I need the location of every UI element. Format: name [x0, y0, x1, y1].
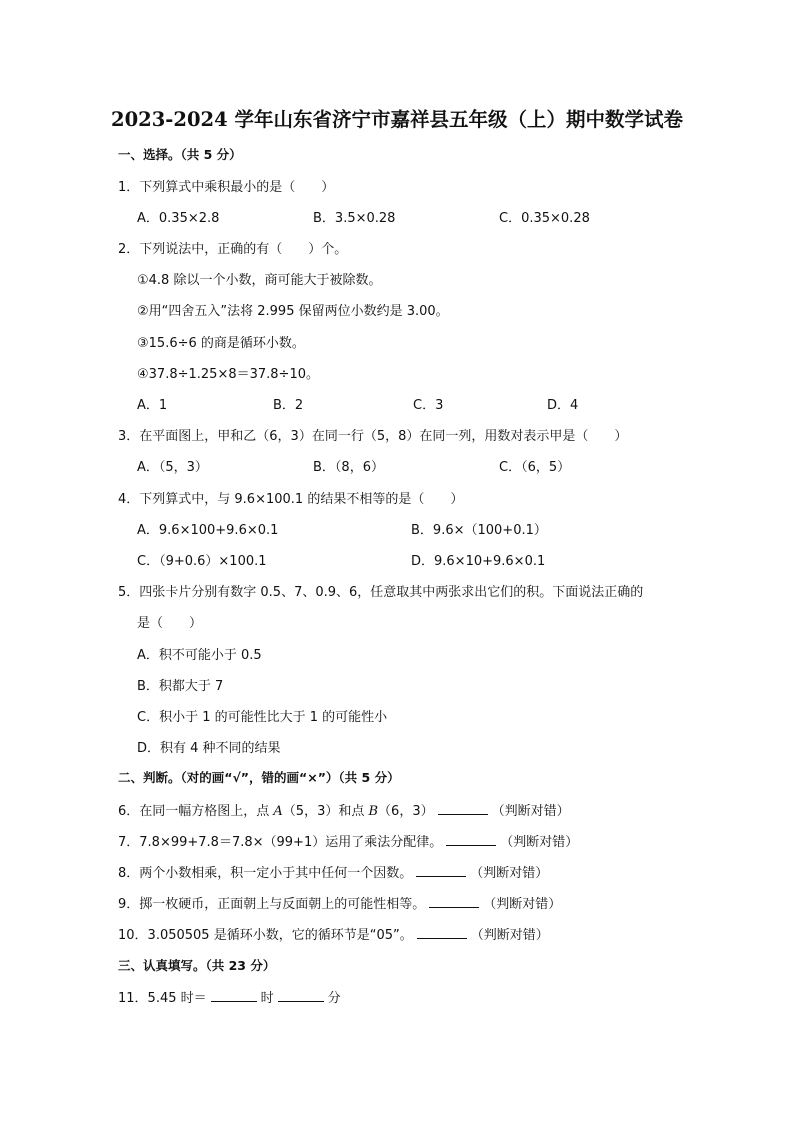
question-5-option-d: D．积有 4 种不同的结果: [137, 741, 281, 756]
point-b-label: B: [368, 804, 379, 819]
question-6-text-middle: （5，3）和点: [282, 804, 369, 819]
section-heading-choice: 一、选择。（共 5 分）: [118, 147, 242, 162]
question-1-stem: 1．下列算式中乘积最小的是（ ）: [118, 180, 335, 195]
question-3-option-c: C．（6，5）: [499, 460, 571, 475]
question-5-option-a: A．积不可能小于 0.5: [137, 648, 262, 663]
question-7: [118, 831, 578, 850]
question-3-option-a: A．（5，3）: [137, 460, 208, 475]
judge-hint: （判断对错）: [491, 804, 570, 819]
answer-blank[interactable]: [446, 835, 496, 846]
answer-blank-minutes[interactable]: [278, 991, 324, 1002]
question-6: [118, 800, 570, 819]
question-5-option-b: B．积都大于 7: [137, 679, 224, 694]
question-5-stem-continued: 是（ ）: [137, 616, 203, 631]
question-2-option-c: C．3: [413, 398, 444, 413]
question-2-statement-1: ①4.8 除以一个小数，商可能大于被除数。: [137, 273, 382, 288]
question-11: [118, 987, 341, 1006]
question-10: [118, 924, 549, 943]
question-4-option-a: A．9.6×100+9.6×0.1: [137, 523, 279, 538]
question-4-stem: 4．下列算式中，与 9.6×100.1 的结果不相等的是（ ）: [118, 492, 464, 507]
question-4-option-d: D．9.6×10+9.6×0.1: [411, 554, 546, 569]
question-1-option-a: A．0.35×2.8: [137, 211, 220, 226]
section-heading-fill: 三、认真填写。（共 23 分）: [118, 958, 276, 973]
question-11-text: 11．5.45 时＝: [118, 991, 207, 1006]
question-6-text-end: （6，3）: [378, 804, 434, 819]
judge-hint: （判断对错）: [483, 897, 562, 912]
answer-blank[interactable]: [438, 804, 488, 815]
point-a-label: A: [273, 804, 283, 819]
question-9: [118, 893, 561, 912]
page-title: 2023-2024 学年山东省济宁市嘉祥县五年级（上）期中数学试卷: [111, 108, 683, 131]
question-7-text: 7．7.8×99+7.8＝7.8×（99+1）运用了乘法分配律。: [118, 835, 443, 850]
question-2-statement-4: ④37.8÷1.25×8＝37.8÷10。: [137, 367, 319, 382]
question-10-text: 10．3.050505 是循环小数，它的循环节是“05”。: [118, 928, 413, 943]
question-2-option-a: A．1: [137, 398, 168, 413]
judge-hint: （判断对错）: [500, 835, 579, 850]
question-6-text-start: 6．在同一幅方格图上，点: [118, 804, 274, 819]
question-4-option-b: B．9.6×（100+0.1）: [411, 523, 547, 538]
question-8: [118, 862, 548, 881]
question-2-option-b: B．2: [273, 398, 304, 413]
section-heading-judge: 二、判断。（对的画“√”，错的画“×”）（共 5 分）: [118, 770, 400, 785]
question-8-text: 8．两个小数相乘，积一定小于其中任何一个因数。: [118, 866, 413, 881]
question-9-text: 9．掷一枚硬币，正面朝上与反面朝上的可能性相等。: [118, 897, 426, 912]
question-1-option-c: C．0.35×0.28: [499, 211, 590, 226]
judge-hint: （判断对错）: [470, 928, 549, 943]
judge-hint: （判断对错）: [470, 866, 549, 881]
unit-hours: 时: [260, 991, 274, 1006]
answer-blank[interactable]: [416, 866, 466, 877]
unit-minutes: 分: [327, 991, 341, 1006]
question-2-option-d: D．4: [547, 398, 579, 413]
question-4-option-c: C．（9+0.6）×100.1: [137, 554, 267, 569]
question-3-option-b: B．（8，6）: [313, 460, 384, 475]
question-3-stem: 3．在平面图上，甲和乙（6，3）在同一行（5，8）在同一列，用数对表示甲是（ ）: [118, 429, 628, 444]
question-2-stem: 2．下列说法中，正确的有（ ）个。: [118, 242, 348, 257]
question-5-option-c: C．积小于 1 的可能性比大于 1 的可能性小: [137, 710, 388, 725]
question-1-option-b: B．3.5×0.28: [313, 211, 396, 226]
answer-blank[interactable]: [417, 928, 467, 939]
question-2-statement-3: ③15.6÷6 的商是循环小数。: [137, 336, 305, 351]
answer-blank[interactable]: [429, 897, 479, 908]
question-2-statement-2: ②用“四舍五入”法将 2.995 保留两位小数约是 3.00。: [137, 304, 449, 319]
answer-blank-hours[interactable]: [211, 991, 257, 1002]
question-5-stem: 5．四张卡片分别有数字 0.5、7、0.9、6，任意取其中两张求出它们的积。下面说法正确的: [118, 585, 644, 600]
